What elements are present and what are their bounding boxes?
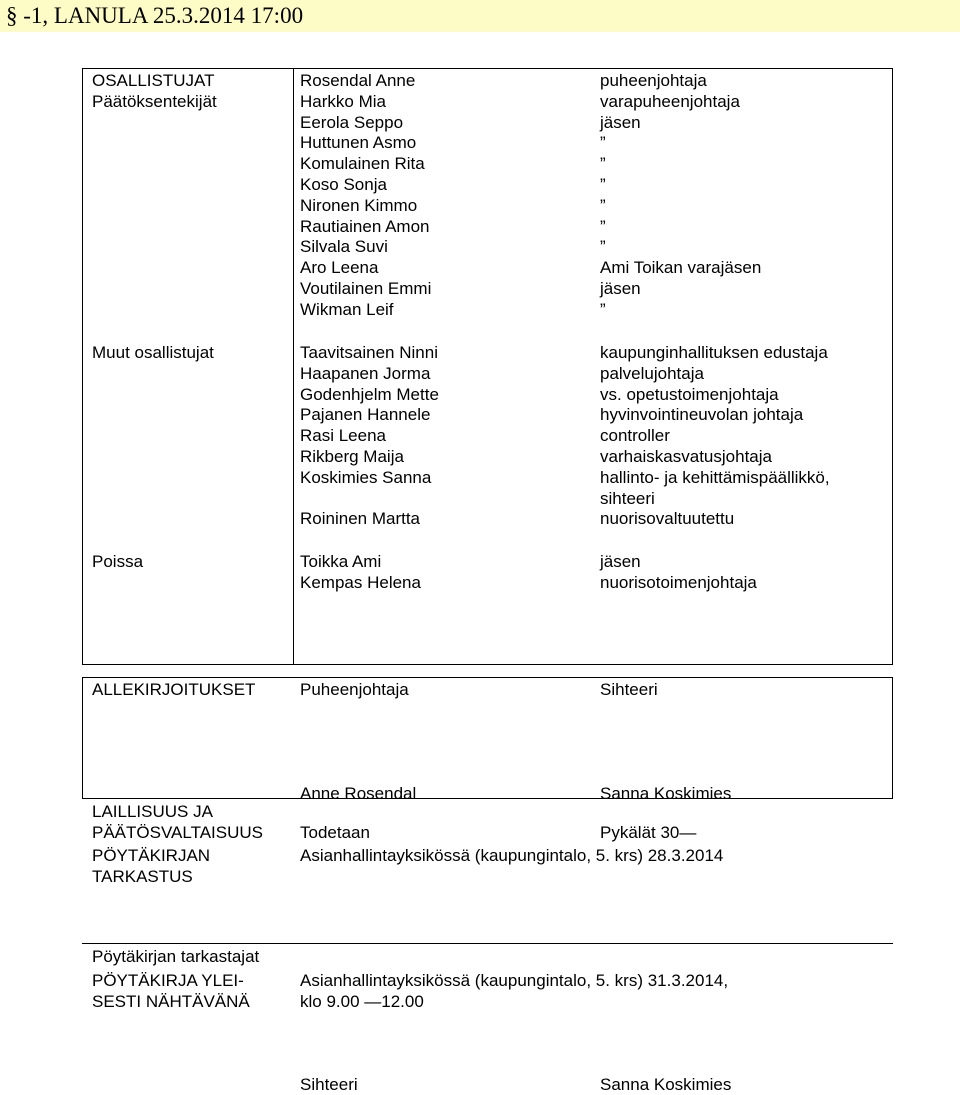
signatures-label: ALLEKIRJOITUKSET: [92, 680, 256, 699]
participant-name: Voutilainen Emmi: [300, 279, 432, 298]
review-label-2: TARKASTUS: [92, 867, 193, 886]
participant-role: ”: [600, 154, 606, 174]
public-label-2: SESTI NÄHTÄVÄNÄ: [92, 992, 250, 1011]
participant-name: Haapanen Jorma: [300, 363, 431, 383]
section-label-absent: Poissa: [92, 552, 144, 571]
participant-name: Rikberg Maija: [300, 447, 404, 466]
legality-text: Todetaan: [300, 823, 370, 842]
footer-secretary-title: Sihteeri: [300, 1075, 358, 1094]
participant-role: ”: [600, 237, 606, 257]
participant-role: hyvinvointineuvolan johtaja: [600, 405, 804, 425]
participant-name: Rosendal Anne: [300, 71, 416, 90]
participant-role: Ami Toikan varajäsen: [600, 258, 762, 278]
participant-name: Rautiainen Amon: [300, 216, 430, 236]
participant-name: Koskimies Sanna: [300, 467, 432, 487]
section-label-decision-makers: Päätöksentekijät: [92, 92, 217, 111]
participant-role: puheenjohtaja: [600, 71, 707, 90]
section-label-others: Muut osallistujat: [92, 343, 214, 362]
header-title: § -1, LANULA 25.3.2014 17:00: [6, 3, 304, 28]
participant-role: varapuheenjohtaja: [600, 91, 740, 111]
participant-name: Harkko Mia: [300, 91, 386, 111]
public-text-1: Asianhallintayksikössä (kaupungintalo, 5. krs) 31.3.2014,: [300, 971, 729, 990]
participant-role: jäsen: [600, 112, 641, 132]
participant-role: hallinto- ja kehittämispäällikkö,: [600, 467, 830, 487]
participant-role: nuorisotoimenjohtaja: [600, 573, 757, 592]
participant-name: Huttunen Asmo: [300, 133, 417, 153]
chair-title: Puheenjohtaja: [300, 680, 409, 699]
participant-name: Toikka Ami: [300, 552, 382, 571]
participant-role: ”: [600, 299, 606, 319]
legality-sections: Pykälät 30—: [600, 823, 697, 842]
participant-role: ”: [600, 195, 606, 215]
participant-name: Kempas Helena: [300, 573, 421, 592]
footer-secretary-name: Sanna Koskimies: [600, 1075, 732, 1094]
participant-role: ”: [600, 216, 606, 236]
participant-role: controller: [600, 426, 670, 446]
participant-role: palvelujohtaja: [600, 363, 704, 383]
public-text-2: klo 9.00 —12.00: [300, 992, 424, 1011]
participants-table: [82, 68, 893, 665]
reviewers-divider: [82, 943, 893, 944]
participant-name: Roininen Martta: [300, 509, 421, 529]
participant-role: jäsen: [600, 279, 641, 298]
participant-name: Rasi Leena: [300, 426, 387, 446]
participant-name: Silvala Suvi: [300, 237, 388, 257]
reviewers-label: Pöytäkirjan tarkastajat: [92, 947, 260, 966]
public-label-1: PÖYTÄKIRJA YLEI-: [92, 971, 244, 990]
participant-role: jäsen: [600, 552, 641, 571]
participant-name: Pajanen Hannele: [300, 405, 431, 425]
participant-name: Taavitsainen Ninni: [300, 343, 438, 362]
chair-name: Anne Rosendal: [300, 784, 417, 803]
secretary-name: Sanna Koskimies: [600, 784, 732, 803]
participant-name: Aro Leena: [300, 258, 379, 278]
participant-name: Koso Sonja: [300, 175, 387, 194]
review-label-1: PÖYTÄKIRJAN: [92, 846, 211, 865]
participant-role: ”: [600, 175, 606, 194]
document-header: [0, 0, 960, 32]
participant-role: ”: [600, 133, 606, 153]
secretary-title: Sihteeri: [600, 680, 658, 699]
participant-name: Eerola Seppo: [300, 112, 404, 132]
participant-name: Nironen Kimmo: [300, 195, 418, 215]
participant-name: Wikman Leif: [300, 299, 394, 319]
participant-role: sihteeri: [600, 488, 655, 508]
legality-label-1: LAILLISUUS JA: [92, 802, 213, 821]
section-label-participants: OSALLISTUJAT: [92, 71, 215, 90]
participant-name: Godenhjelm Mette: [300, 384, 439, 404]
review-text: Asianhallintayksikössä (kaupungintalo, 5. krs) 28.3.2014: [300, 846, 724, 865]
participant-role: vs. opetustoimenjohtaja: [600, 384, 779, 404]
participants-divider: [293, 68, 294, 665]
participant-role: nuorisovaltuutettu: [600, 509, 735, 529]
participant-role: kaupunginhallituksen edustaja: [600, 343, 828, 362]
participant-role: varhaiskasvatusjohtaja: [600, 447, 772, 466]
legality-label-2: PÄÄTÖSVALTAISUUS: [92, 823, 263, 842]
participant-name: Komulainen Rita: [300, 154, 425, 174]
